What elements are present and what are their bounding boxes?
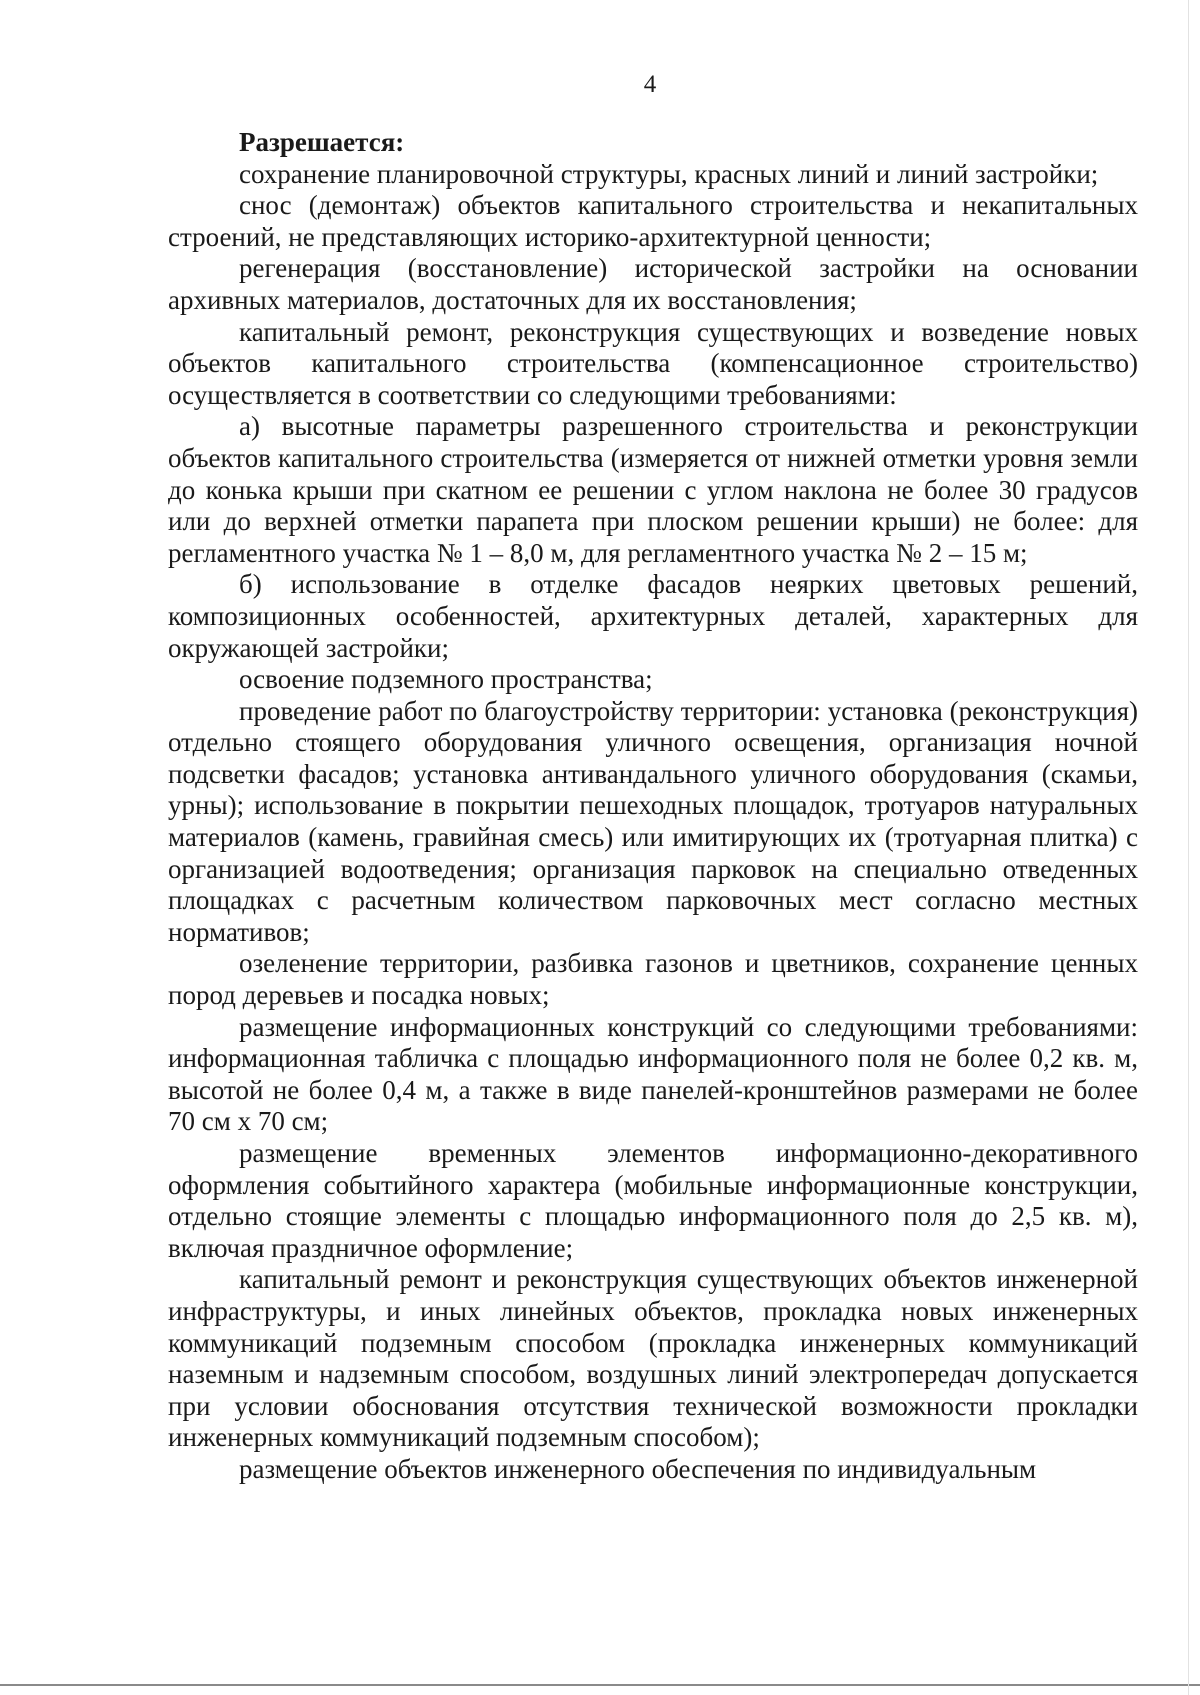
paragraph-capital-repair: капитальный ремонт, реконструкция существующих и возведение новых объектов капитального строительства (компенсационное строительство) осуществляется в соответствии со следующими требованиями: bbox=[168, 316, 1138, 410]
page-bottom-edge bbox=[0, 1684, 1200, 1686]
paragraph-facade-finishing: б) использование в отделке фасадов неярких цветовых решений, композиционных особенностей, архитектурных деталей, характерных для окружающей застройки; bbox=[168, 569, 1138, 663]
paragraph-information-structures: размещение информационных конструкций со следующими требованиями: информационная табличка с площадью информационного поля не более 0,2 кв. м, высотой не более 0,4 м, а также в виде панелей-кронштейнов размерами не более 70 см х 70 см; bbox=[168, 1011, 1138, 1137]
paragraph-underground-space: освоение подземного пространства; bbox=[239, 664, 653, 695]
paragraph-planning-structure: сохранение планировочной структуры, красных линий и линий застройки; bbox=[239, 158, 1099, 189]
paragraph-demolition: снос (демонтаж) объектов капитального строительства и некапитальных строений, не представляющих историко-архитектурной ценности; bbox=[168, 190, 1138, 252]
paragraph-greening: озеленение территории, разбивка газонов и цветников, сохранение ценных пород деревьев и посадка новых; bbox=[168, 948, 1138, 1011]
paragraph-height-parameters: а) высотные параметры разрешенного строительства и реконструкции объектов капитального строительства (измеряется от нижней отметки уровня земли до конька крыши при скатном ее решении с углом наклона не более 30 градусов или до верхней отметки парапета при плоском решении крыши) не более: для регламентного участка № 1 – 8,0 м, для регламентного участка № 2 – 15 м; bbox=[168, 411, 1138, 568]
paragraph-regeneration: регенерация (восстановление) исторической застройки на основании архивных материалов, достаточных для их восстановления; bbox=[168, 253, 1138, 315]
paragraph-temporary-decor: размещение временных элементов информационно-декоративного оформления событийного характера (мобильные информационные конструкции, отдельно стоящие элементы с площадью информационного поля до 2,5 кв. м), включая праздничное оформление; bbox=[168, 1138, 1138, 1263]
scan-edge-line bbox=[1188, 0, 1189, 1695]
paragraph-engineering-infrastructure: капитальный ремонт и реконструкция существующих объектов инженерной инфраструктуры, и иных линейных объектов, прокладка новых инженерных коммуникаций подземным способом (прокладка инженерных коммуникаций наземным и надземным способом, воздушных линий электропередач допускается при условии обоснования отсутствия технической возможности прокладки инженерных коммуникаций подземным способом); bbox=[168, 1264, 1138, 1453]
document-body bbox=[168, 127, 1138, 1486]
section-heading: Разрешается: bbox=[239, 127, 405, 157]
paragraph-engineering-facilities: размещение объектов инженерного обеспечения по индивидуальным bbox=[239, 1453, 1037, 1484]
paragraph-landscaping-works: проведение работ по благоустройству территории: установка (реконструкция) отдельно стоящего оборудования уличного освещения, организация ночной подсветки фасадов; установка антивандального уличного оборудования (скамьи, урны); использование в покрытии пешеходных площадок, тротуаров натуральных материалов (камень, гравийная смесь) или имитирующих их (тротуарная плитка) с организацией водоотведения; организация парковок на специально отведенных площадках с расчетным количеством парковочных мест согласно местных нормативов; bbox=[168, 695, 1138, 947]
page-number: 4 bbox=[643, 71, 657, 98]
